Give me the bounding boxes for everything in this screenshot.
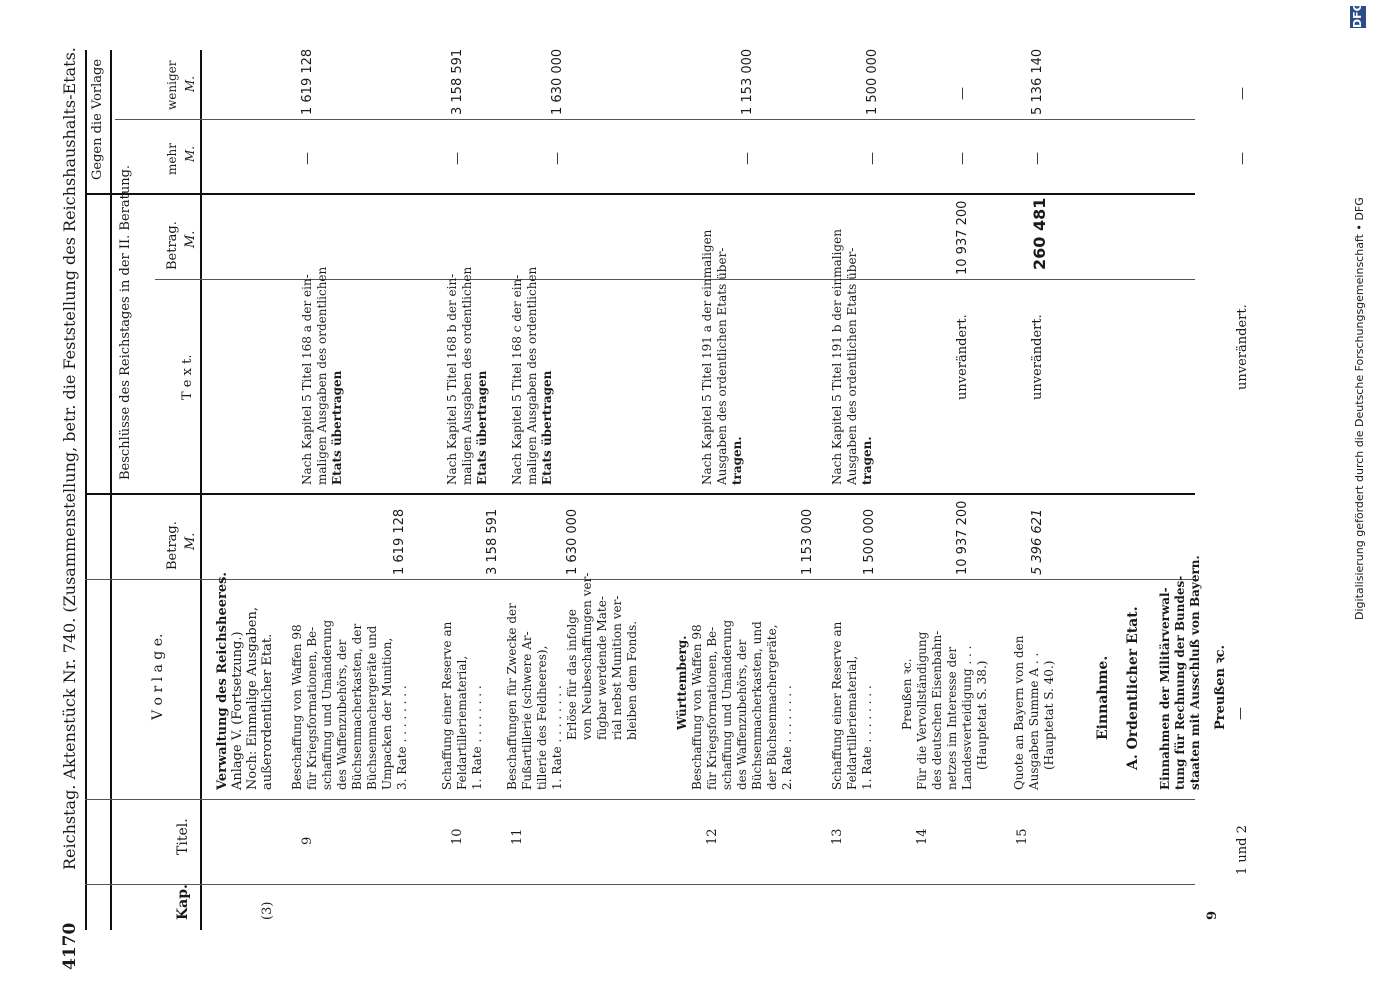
section-heading: Einnahme. — [1095, 655, 1111, 740]
beschluss-text: Nach Kapitel 5 Titel 168 a der ein- maligen Ausgaben des ordentlichen Etats übertragen — [300, 266, 344, 485]
header-beschluesse: Beschlüsse des Reichstages in der II. Beratung. — [118, 164, 133, 480]
row-titel: 10 — [450, 828, 465, 845]
mehr-value: — — [955, 152, 970, 165]
mehr-value: — — [865, 152, 880, 165]
header-weniger: weniger — [165, 60, 179, 110]
beschluss-text: Nach Kapitel 5 Titel 168 c der ein- maligen Ausgaben des ordentlichen Etats übertragen — [510, 266, 554, 485]
header-gegen-vorlage: Gegen die Vorlage — [90, 58, 105, 180]
beschluss-text: unverändert. — [1235, 304, 1250, 390]
betrag-value: 10 937 200 — [955, 500, 970, 575]
weniger-value: — — [955, 87, 970, 100]
col-divider-mehr — [115, 119, 1195, 120]
header-rule-1 — [110, 50, 112, 930]
vorlage-cell: Quote an Bayern von den Ausgaben Summe A . . (Hauptetat S. 40.) — [1012, 635, 1056, 790]
betrag-value: 1 619 128 — [392, 508, 407, 575]
page-title: Reichstag. Aktenstück Nr. 740. (Zusammenstellung, betr. die Feststellung des Reichshaushalts-Etats. — [60, 47, 79, 870]
betrag-value: 1 153 000 — [800, 508, 815, 575]
vorlage-cell: Beschaffung von Waffen 98 für Kriegsformationen, Be- schaffung und Umänderung des Waffenzubehörs, der Büchsenmacherkasten, der Büchsenmachergeräte und Umpacken der Munition, 3. Rate . . . . . . . . — [290, 619, 409, 790]
col-divider-beschl — [85, 193, 1195, 195]
mehr-value: — — [1235, 152, 1250, 165]
dfg-logo-icon: DFG — [1351, 2, 1364, 28]
row-titel: 9 — [300, 836, 315, 845]
header-text: T e x t. — [180, 354, 195, 400]
vorlage-cell: Württemberg. Beschaffung von Waffen 98 für Kriegsformationen, Be- schaffung und Umänderung des Waffenzubehörs, der Büchsenmacherkasten, und der Büchsenmachergeräte, 2. Rate . . . . . . . . — [675, 619, 794, 790]
beschluss-text: Nach Kapitel 5 Titel 191 b der einmaligen Ausgaben des ordentlichen Etats über- tragen. — [830, 229, 874, 485]
header-betrag: Betrag. — [165, 521, 180, 570]
header-mehr-unit: M. — [183, 145, 197, 162]
mehr-value: — — [1030, 152, 1045, 165]
vorlage-cell: Schaffung einer Reserve an Feldartilleriematerial, 1. Rate . . . . . . . . — [830, 621, 874, 790]
betrag-value: 5 396 621 — [1030, 508, 1045, 575]
row-titel: 14 — [915, 828, 930, 845]
row-titel: 13 — [830, 828, 845, 845]
beschl-betrag-value: 260 481 — [1030, 197, 1049, 270]
header-betrag-unit: M. — [183, 532, 198, 550]
vorlage-cell: Beschaffungen für Zwecke der Fußartillerie (schwere Ar- tillerie des Feldheeres), 1. Rate . . . . . . . . Erlöse für das infolge von Neubeschaffungen ver- fügbar werdende Mate- rial nebst Munition ver- bleiben dem Fonds. — [505, 572, 639, 790]
dfg-footer: Digitalisierung gefördert durch die Deutsche Forschungsgemeinschaft • DFG — [1353, 197, 1366, 620]
mehr-value: — — [550, 152, 565, 165]
beschl-betrag-value: 10 937 200 — [955, 200, 970, 275]
header-beschl-unit: M. — [183, 230, 198, 248]
weniger-value: 5 136 140 — [1030, 48, 1045, 115]
beschluss-text: unverändert. — [1030, 314, 1045, 400]
header-kap: Kap. — [175, 884, 191, 920]
vorlage-cell: Schaffung einer Reserve an Feldartilleriematerial, 1. Rate . . . . . . . . — [440, 621, 484, 790]
row-titel: 12 — [705, 828, 720, 845]
header-beschl-betrag: Betrag. — [165, 221, 180, 270]
header-bottom-rule — [200, 50, 202, 930]
vorlage-cell: Verwaltung des Reichsheeres. Anlage V. (Fortsetzung.) Noch: Einmalige Ausgaben, außerordentlicher Etat. — [215, 572, 275, 790]
weniger-value: — — [1235, 87, 1250, 100]
weniger-value: 3 158 591 — [450, 48, 465, 115]
row-titel: 15 — [1015, 828, 1030, 845]
vorlage-cell: Einnahmen der Militärverwal- tung für Rechnung der Bundes- staaten mit Ausschluß von Bayern. — [1158, 555, 1202, 790]
row-kap: 9 — [1205, 910, 1220, 920]
beschluss-text: Nach Kapitel 5 Titel 168 b der ein- maligen Ausgaben des ordentlichen Etats übertragen — [445, 266, 489, 485]
col-divider-kap — [85, 884, 1195, 885]
region-label: Preußen ꝛc. — [1213, 644, 1228, 730]
weniger-value: 1 630 000 — [550, 48, 565, 115]
row-kap: (3) — [260, 901, 275, 920]
betrag-value: 3 158 591 — [485, 508, 500, 575]
top-rule — [85, 50, 87, 930]
dash: — — [1233, 707, 1248, 720]
section-subheading: A. Ordentlicher Etat. — [1125, 606, 1141, 770]
header-vorlage: V o r l a g e. — [150, 633, 166, 720]
weniger-value: 1 153 000 — [740, 48, 755, 115]
mehr-value: — — [300, 152, 315, 165]
beschluss-text: unverändert. — [955, 314, 970, 400]
header-weniger-unit: M. — [183, 75, 197, 92]
weniger-value: 1 500 000 — [865, 48, 880, 115]
beschluss-text: Nach Kapitel 5 Titel 191 a der einmaligen Ausgaben des ordentlichen Etats über- tragen. — [700, 229, 744, 485]
mehr-value: — — [450, 152, 465, 165]
betrag-value: 1 630 000 — [565, 508, 580, 575]
col-divider-titel — [85, 799, 1195, 800]
mehr-value: — — [740, 152, 755, 165]
row-titel: 11 — [510, 828, 525, 845]
weniger-value: 1 619 128 — [300, 48, 315, 115]
row-titel: 1 und 2 — [1235, 825, 1250, 875]
vorlage-cell: Preußen ꝛc. Für die Vervollständigung des deutschen Eisenbahn- netzes im Interesse der Landesverteidigung . . . (Hauptetat S. 38.) — [900, 630, 989, 790]
page-number: 4170 — [60, 922, 80, 970]
betrag-value: 1 500 000 — [862, 508, 877, 575]
col-divider-betrag — [85, 493, 1195, 495]
header-titel: Titel. — [175, 818, 191, 855]
header-mehr: mehr — [165, 143, 179, 175]
